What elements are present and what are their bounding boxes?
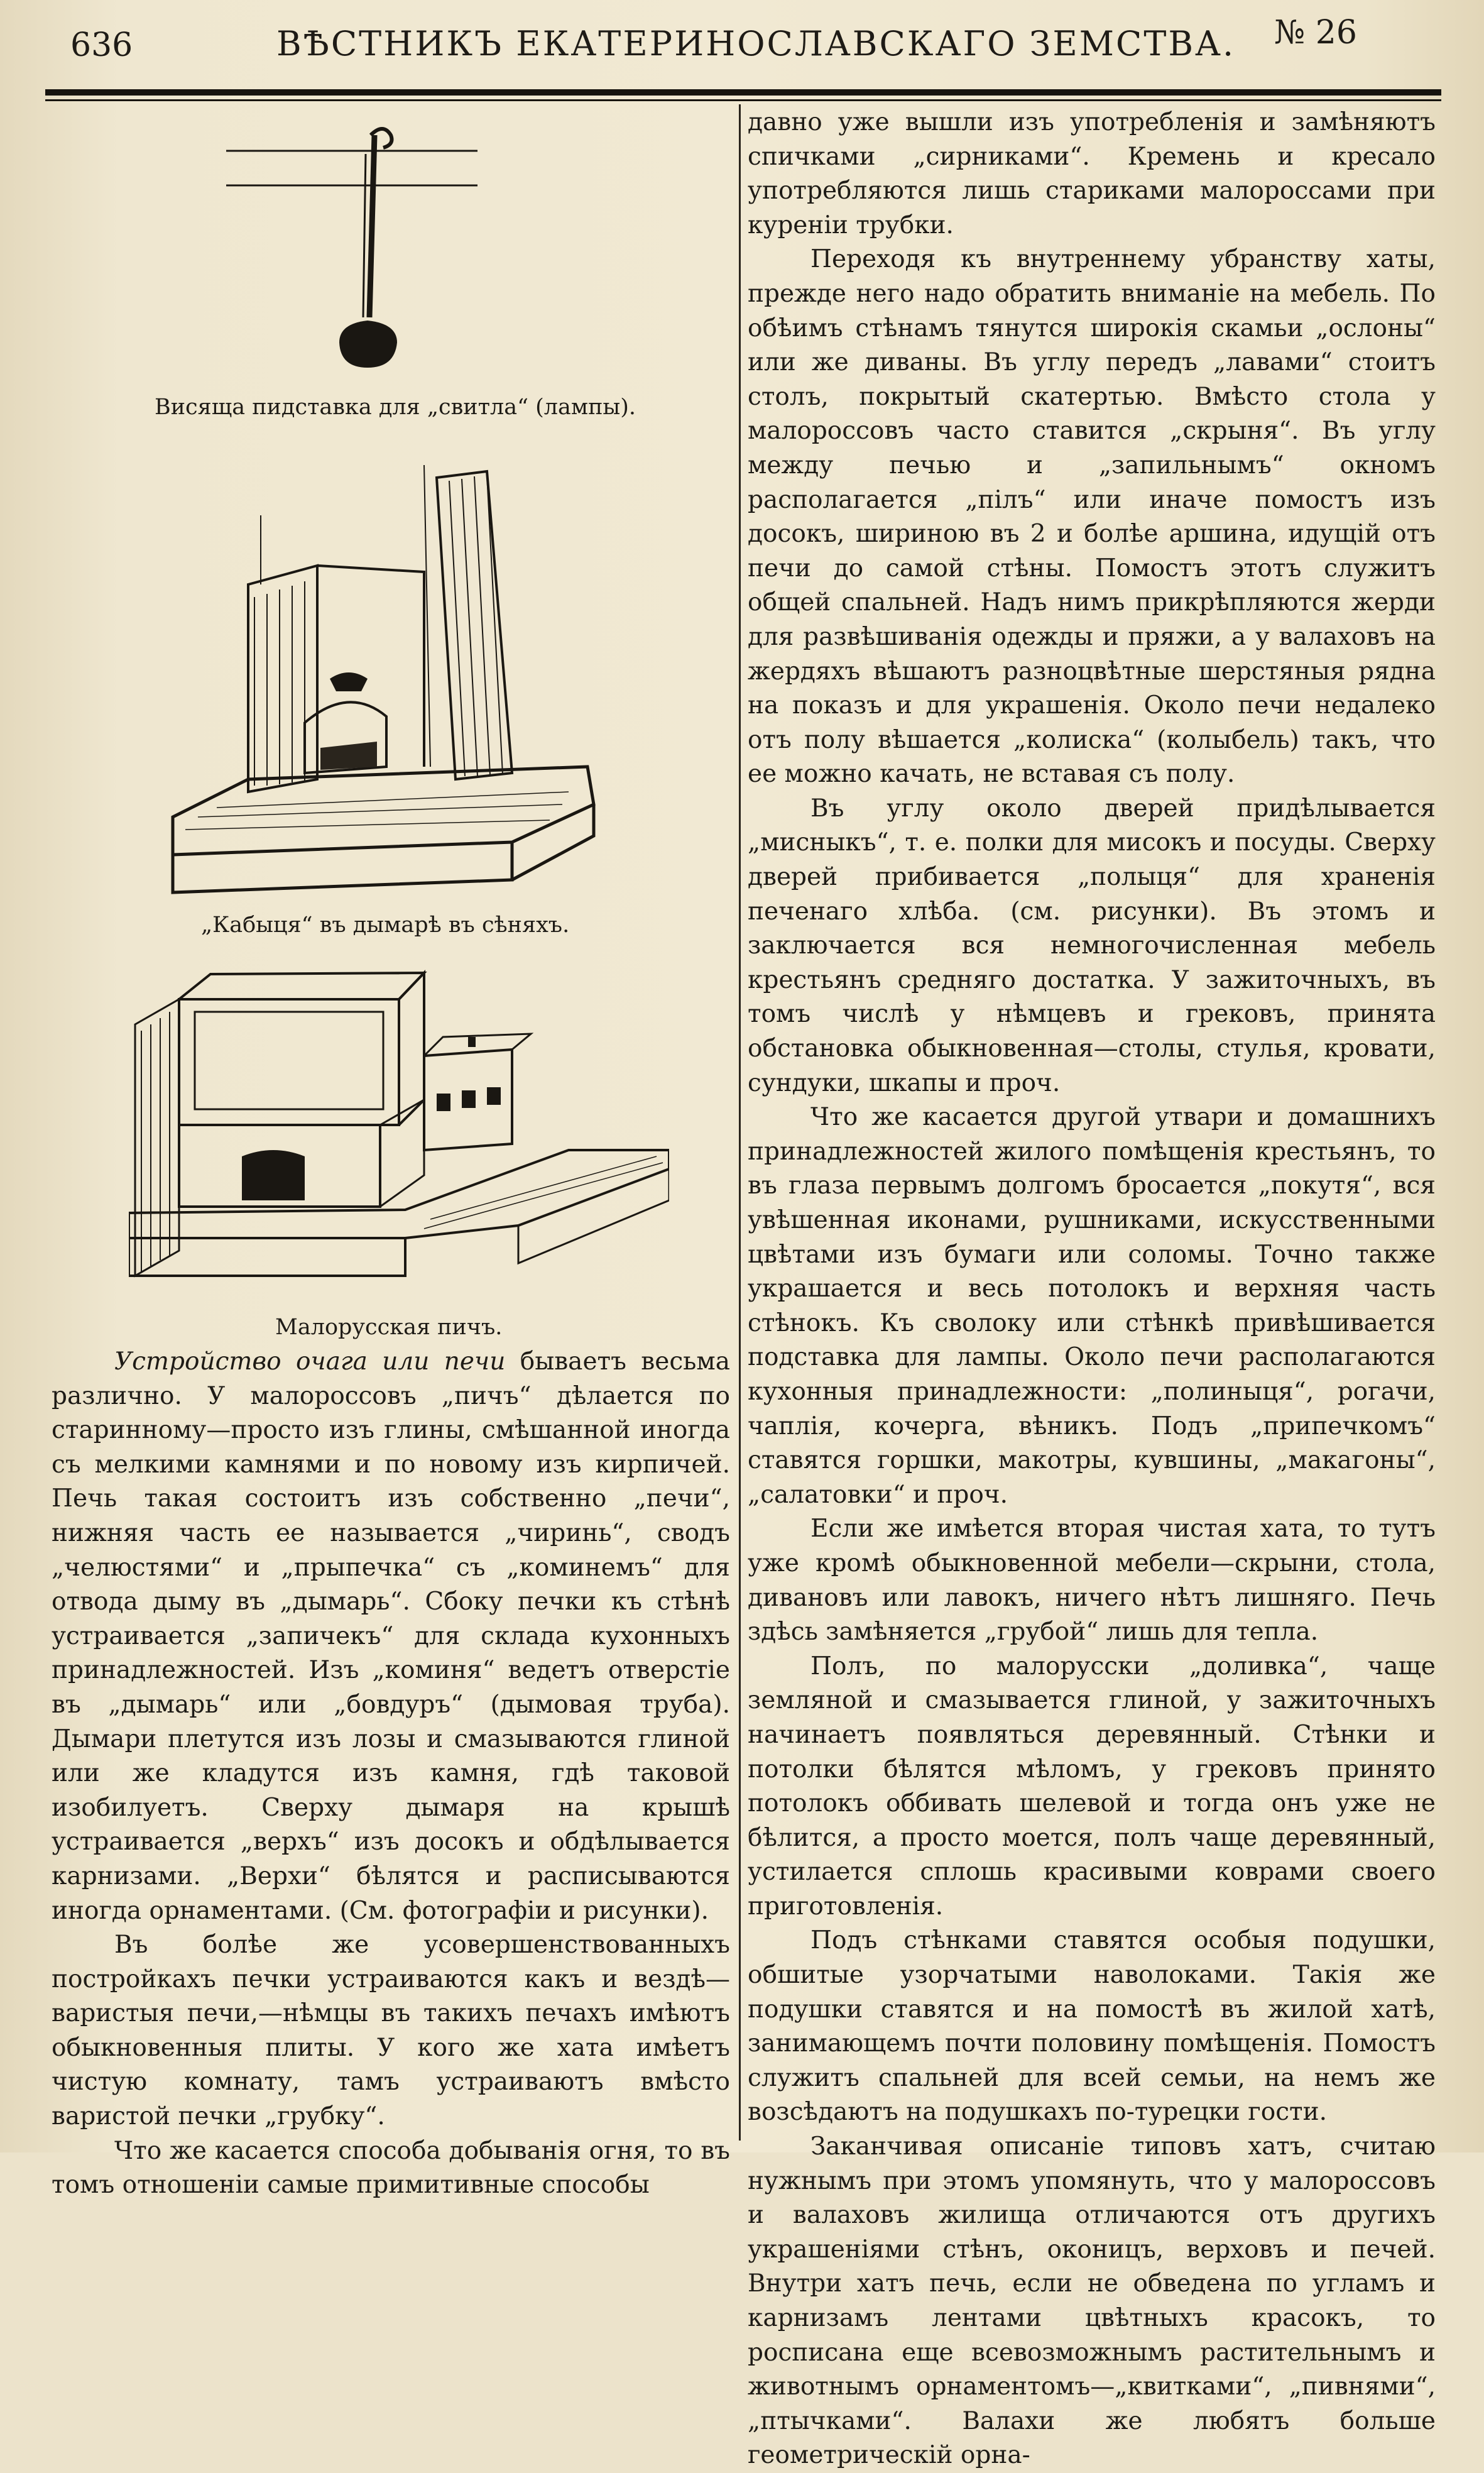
right-column-text	[748, 106, 1436, 2473]
ukrainian-stove-illustration	[129, 962, 669, 1313]
right-paragraph-6: Подъ стѣнками ставятся особыя подушки, обшитые узорчатыми наволоками. Такія же подушки ставятся и на помостѣ въ жилой хатѣ, занимающемъ почти половину помѣщенія. Помостъ служитъ спальней для всей семьи, на немъ же возсѣдаютъ на подушкахъ по-турецки гости.	[748, 1926, 1436, 2127]
header-rule-thin	[45, 99, 1441, 101]
journal-title: ВѢСТНИКЪ ЕКАТЕРИНОСЛАВСКАГО ЗЕМСТВА.	[276, 24, 1236, 63]
right-paragraph-2: Въ углу около дверей придѣлывается „мисныкъ“, т. е. полки для мисокъ и посуды. Сверху дверей прибивается „полыця“ для храненія печенаго хлѣба. (см. рисунки). Въ этомъ и заключается вся немногочисленная мебель крестьянъ средняго достатка. У зажиточныхъ, въ томъ числѣ у нѣмцевъ и грековъ, принята обстановка обыкновенная—столы, стулья, кровати, сундуки, шкапы и проч.	[748, 794, 1436, 1097]
page-number: 636	[70, 26, 133, 64]
hearth-kabytsia-illustration	[160, 452, 613, 905]
left-paragraph-1	[52, 1345, 730, 1928]
figure-caption-stove: Малорусская пичъ.	[275, 1315, 503, 1340]
section-lead: Устройство очага или печи	[114, 1347, 506, 1376]
hanging-lamp-stand-illustration	[226, 116, 490, 393]
left-paragraph-1-text: бываетъ весьма различно. У малороссовъ „пичъ“ дѣлается по старинному—просто изъ глины, смѣшанной иногда съ мелкими камнями и по новому изъ кирпичей. Печь такая состоитъ изъ собственно „печи“, нижняя часть ее называется „чиринь“, сводъ „челюстями“ и „прыпечка“ съ „коминемъ“ для отвода дыму въ „дымарь“. Сбоку печки къ стѣнѣ устраивается „запичекъ“ для склада кухонныхъ принадлежностей. Изъ „коминя“ ведетъ отверстіе въ „дымарь“ или „бовдуръ“ (дымовая труба). Дымари плетутся изъ лозы и смазываются глиной или же кладутся изъ камня, гдѣ таковой изобилуетъ. Сверху дымаря на крышѣ устраивается „верхъ“ изъ досокъ и обдѣлывается карнизами. „Верхи“ бѣлятся и расписываются иногда орнаментами. (См. фотографіи и рисунки).	[52, 1347, 730, 1925]
left-column-text	[52, 1345, 730, 2203]
right-paragraph-5: Полъ, по малорусски „доливка“, чаще земляной и смазывается глиной, у зажиточныхъ начинаетъ появляться деревянный. Стѣнки и потолки бѣлятся мѣломъ, у грековъ принято потолокъ оббивать шелевой и тогда онъ уже не бѣлится, а просто моется, полъ чаще деревянный, устилается сплошь красивыми коврами своего приготовленія.	[748, 1652, 1436, 1921]
right-paragraph-7: Заканчивая описаніе типовъ хатъ, считаю нужнымъ при этомъ упомянуть, что у малороссовъ и валаховъ жилища отличаются отъ другихъ украшеніями стѣнъ, оконицъ, верховъ и печей. Внутри хатъ печь, если не обведена по угламъ и карнизамъ лентами цвѣтныхъ красокъ, то росписана еще всевозможнымъ растительнымъ и животнымъ орнаментомъ—„квитками“, „пивнями“, „птычками“. Валахи же любятъ больше геометрическій орна-	[748, 2132, 1436, 2470]
issue-number: № 26	[1274, 14, 1357, 52]
right-paragraph-1: Переходя къ внутреннему убранству хаты, прежде него надо обратить вниманіе на мебель. По обѣимъ стѣнамъ тянутся широкія скамьи „ослоны“ или же диваны. Въ углу передъ „лавами“ стоитъ столъ, покрытый скатертью. Вмѣсто стола у малороссовъ часто ставится „скрыня“. Въ углу между печью и „запильнымъ“ окномъ располагается „пілъ“ или иначе помостъ изъ досокъ, шириною въ 2 и болѣе аршина, идущій отъ печи до самой стѣны. Помостъ этотъ служитъ общей спальней. Надъ нимъ прикрѣпляются жерди для развѣшиванія одежды и пряжи, а у валаховъ на жердяхъ вѣшаютъ разноцвѣтные шерстяныя рядна на показъ и для украшенія. Около печи недалеко отъ полу вѣшается „колиска“ (колыбель) такъ, что ее можно качать, не вставая съ полу.	[748, 245, 1436, 789]
figure-caption-kabytsia: „Кабыця“ въ дымарѣ въ сѣняхъ.	[201, 913, 570, 938]
right-paragraph-3: Что же касается другой утвари и домашнихъ принадлежностей жилого помѣщенія крестьянъ, то въ глаза первымъ долгомъ бросается „покутя“, вся увѣшенная иконами, рушниками, искусственными цвѣтами изъ бумаги или соломы. Точно также украшается и весь потолокъ и верхняя часть стѣнокъ. Къ сволоку или стѣнкѣ привѣшивается подставка для лампы. Около печи располагаются кухонныя принадлежности: „полиныця“, рогачи, чаплія, кочерга, вѣникъ. Подъ „припечкомъ“ ставятся горшки, макотры, кувшины, „макагоны“, „салатовки“ и проч.	[748, 1103, 1436, 1509]
left-paragraph-2: Въ болѣе же усовершенствованныхъ постройкахъ печки устраиваются какъ и вездѣ—варистыя печи,—нѣмцы въ такихъ печахъ имѣютъ обыкновенныя плиты. У кого же хата имѣетъ чистую комнату, тамъ устраиваютъ вмѣсто варистой печки „грубку“.	[52, 1931, 730, 2131]
figure-caption-lamp-stand: Висяща пидставка для „свитла“ (лампы).	[155, 395, 636, 420]
column-divider	[739, 104, 741, 2141]
header-rule-thick	[45, 89, 1441, 96]
right-paragraph-4: Если же имѣется вторая чистая хата, то тутъ уже кромѣ обыкновенной мебели—скрыни, стола, дивановъ или лавокъ, ничего нѣтъ лишняго. Печь здѣсь замѣняется „грубой“ лишь для тепла.	[748, 1515, 1436, 1647]
right-paragraph-0: давно уже вышли изъ употребленія и замѣняютъ спичками „сирниками“. Кремень и кресало употребляются лишь стариками малороссами при куреніи трубки.	[748, 108, 1436, 239]
left-paragraph-3: Что же касается способа добыванія огня, то въ томъ отношеніи самые примитивные способы	[52, 2136, 730, 2200]
